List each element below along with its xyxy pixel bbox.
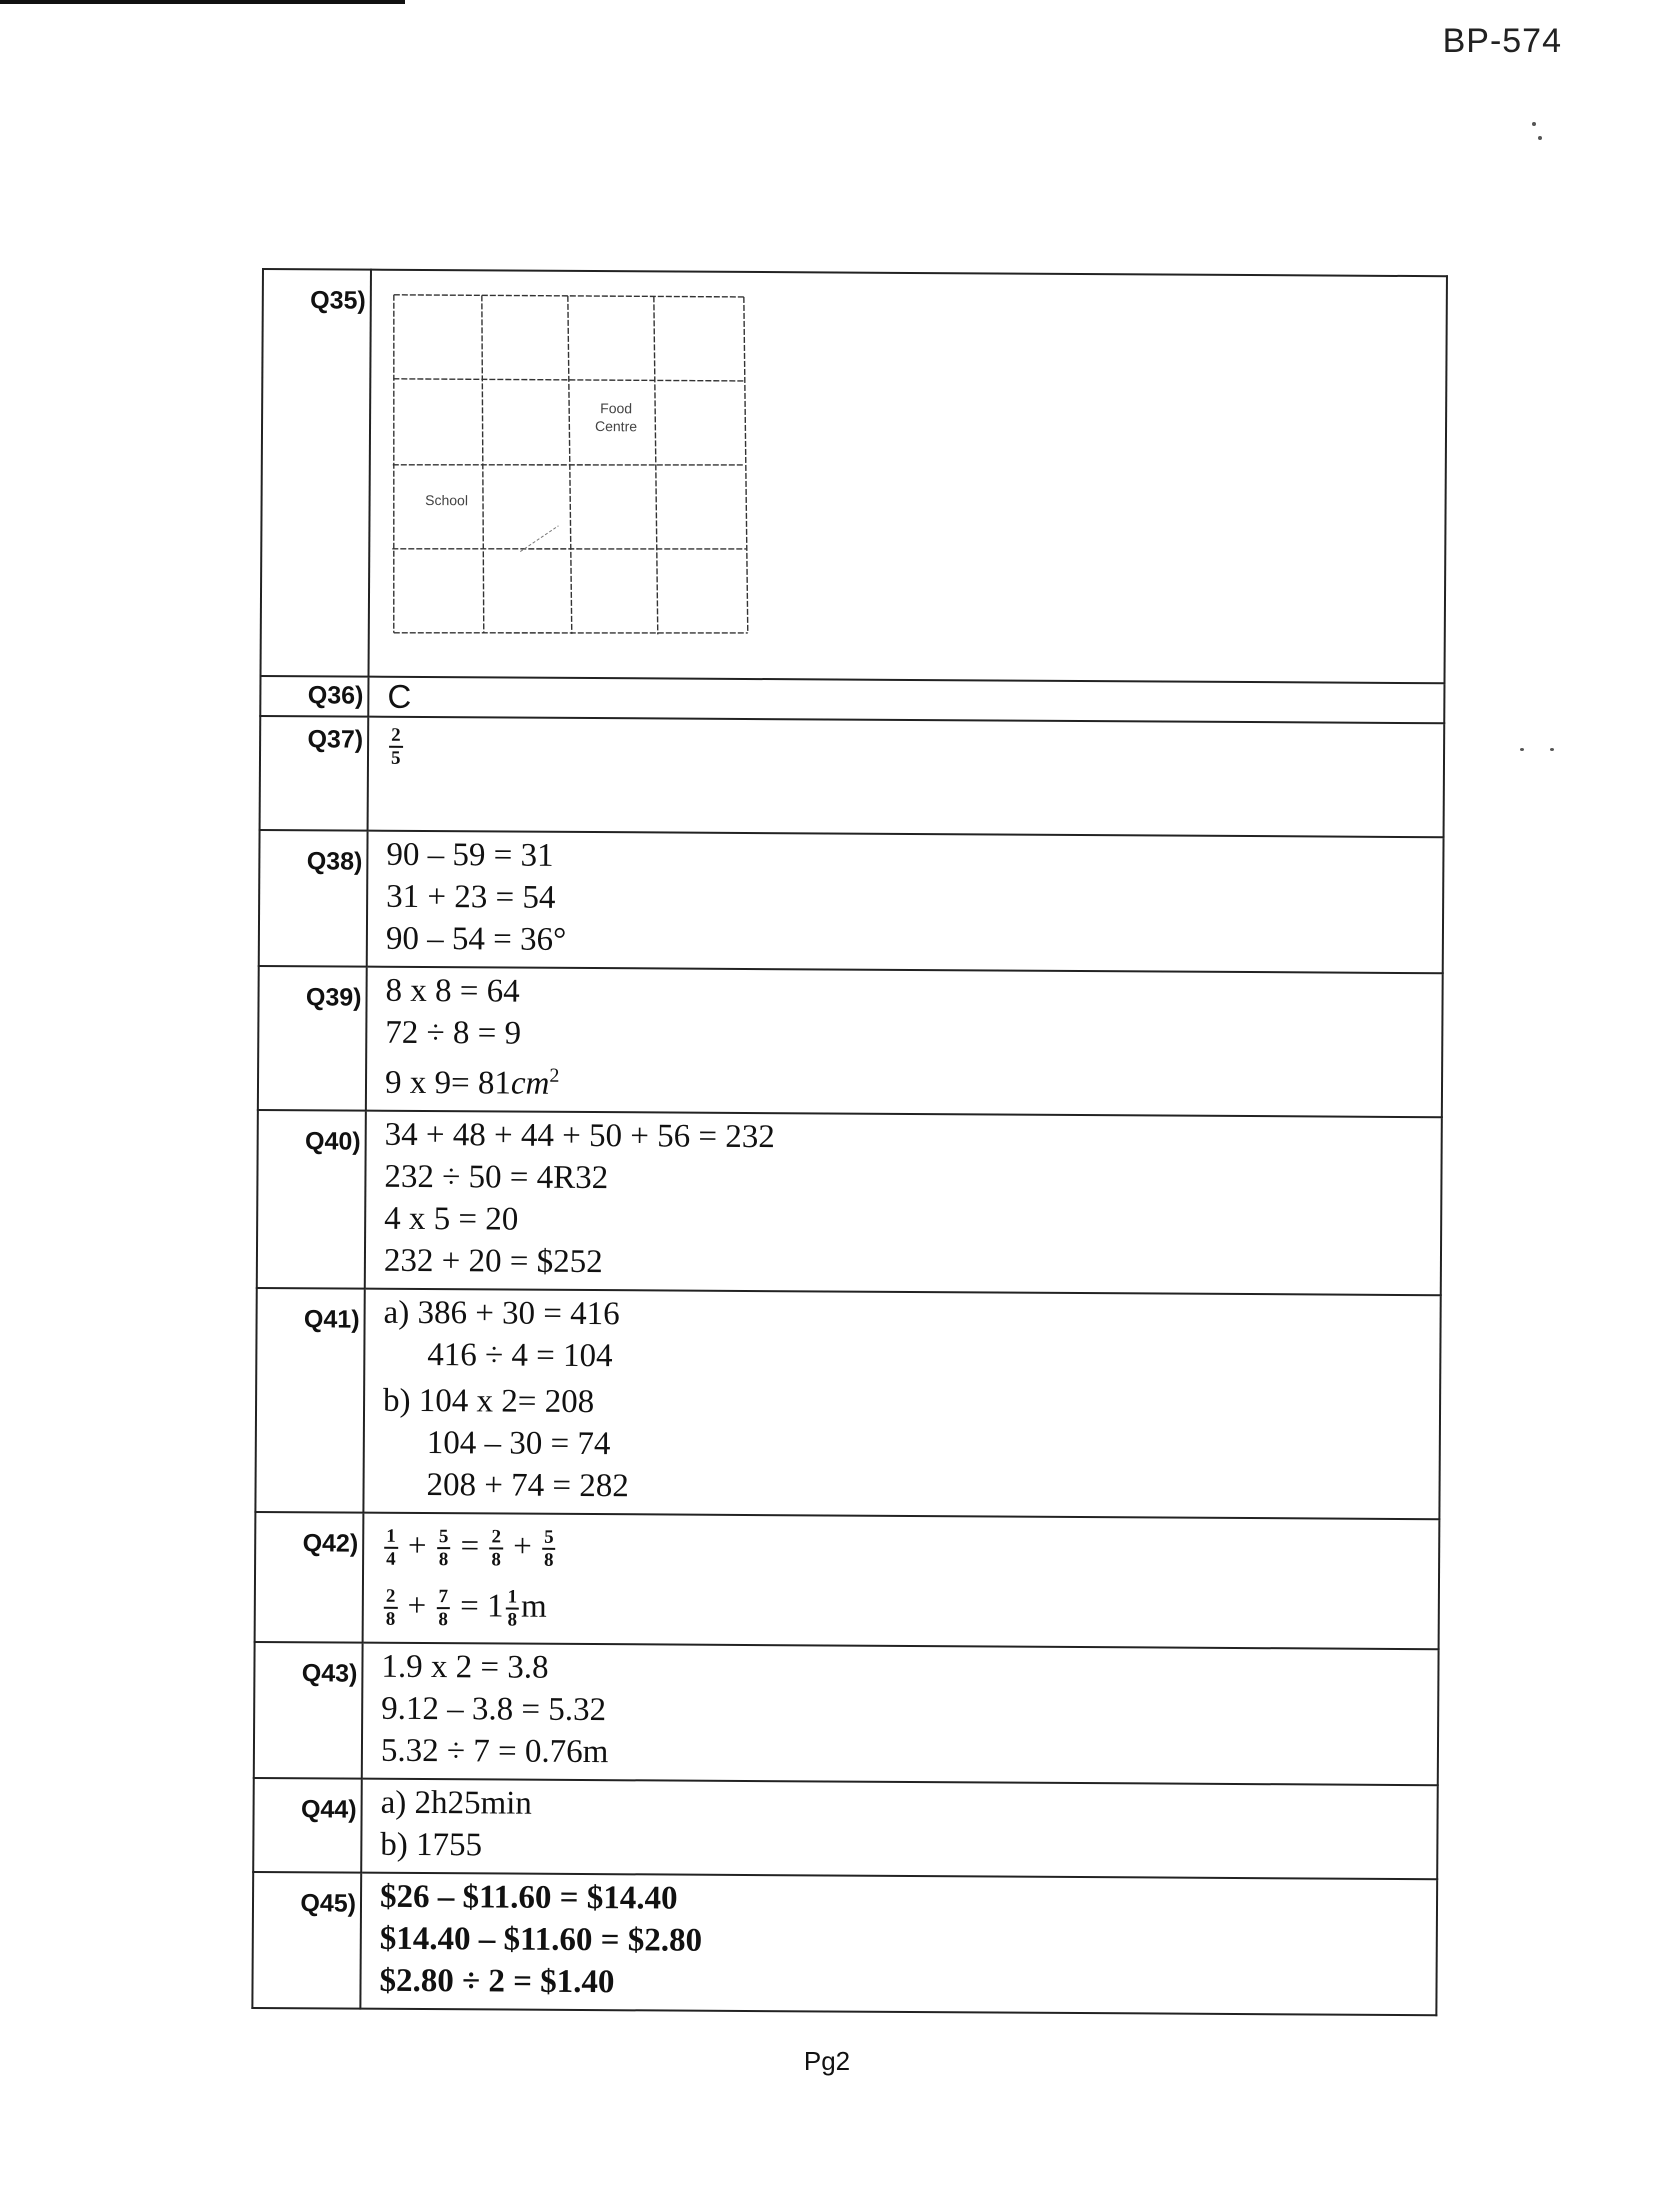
question-label: Q39) — [258, 966, 367, 1111]
unit: m — [520, 1588, 547, 1625]
answer-cell — [360, 1873, 1437, 2016]
fraction: $\frac{2}{5}$ — [390, 725, 401, 770]
working-line: 1.9 x 2 = 3.8 — [381, 1648, 549, 1686]
map-grid-figure — [370, 271, 1446, 683]
fraction: $\frac{2}{8}$ — [491, 1526, 502, 1571]
question-label: Q38) — [259, 830, 368, 967]
page-number: Pg2 — [803, 2046, 851, 2076]
whole-number: 1 — [486, 1588, 504, 1625]
fraction-line — [382, 1576, 1438, 1642]
answer-cell — [366, 967, 1443, 1118]
fraction: $\frac{1}{8}$ — [507, 1586, 518, 1632]
working-line: 104 – 30 = 74 — [426, 1425, 611, 1463]
working-line: 8 x 8 = 64 — [385, 972, 520, 1010]
row-q39 — [258, 966, 1443, 1117]
row-q38 — [259, 830, 1444, 973]
row-q37 — [260, 716, 1445, 837]
row-q44 — [253, 1778, 1438, 1879]
working-line: 416 ÷ 4 = 104 — [427, 1337, 613, 1375]
fraction: $\frac{5}{8}$ — [543, 1527, 554, 1572]
row-q35 — [261, 269, 1447, 683]
question-label: Q40) — [257, 1110, 366, 1289]
working-line: 4 x 5 = 20 — [384, 1200, 519, 1238]
plus-sign: + — [407, 1587, 427, 1625]
working-line: a) 386 + 30 = 416 — [383, 1294, 620, 1333]
grid-line — [392, 295, 396, 633]
top-rule — [0, 0, 405, 4]
working-line: $26 – $11.60 = $14.40 — [379, 1878, 678, 1917]
working-line: 208 + 74 = 282 — [426, 1467, 629, 1505]
answer-cell — [361, 1779, 1438, 1880]
answer-cell — [363, 1513, 1440, 1650]
grid-line — [742, 297, 750, 633]
fraction: $\frac{2}{8}$ — [385, 1586, 396, 1631]
pencil-mark — [520, 526, 558, 552]
grid-line — [393, 463, 745, 467]
fraction-line — [382, 1516, 1438, 1582]
grid-line — [394, 295, 744, 297]
scan-speck — [1538, 136, 1542, 140]
row-q41 — [255, 1288, 1440, 1519]
plus-sign: + — [407, 1527, 427, 1565]
working-line: 9.12 – 3.8 = 5.32 — [381, 1690, 607, 1729]
scan-speck — [1532, 122, 1536, 126]
fraction: $\frac{7}{8}$ — [438, 1586, 449, 1631]
question-label: Q35) — [261, 269, 371, 677]
grid-line — [394, 631, 748, 635]
answer-cell — [368, 717, 1445, 838]
answer-cell — [369, 270, 1447, 684]
working-line: a) 2h25min — [380, 1784, 532, 1822]
food-centre-label: Food Centre — [594, 400, 638, 435]
working-line: 90 – 54 = 36° — [385, 920, 567, 958]
equals-sign: = — [460, 1528, 480, 1565]
working-line: 9 x $9= 81cm^2$ — [384, 1064, 560, 1102]
grid-line — [392, 547, 746, 551]
answer-sheet — [251, 268, 1448, 2016]
answer-table — [251, 268, 1448, 2016]
scan-speck — [1520, 748, 1524, 751]
working-line: $2.80 ÷ 2 = $1.40 — [379, 1962, 615, 2001]
question-label: Q41) — [255, 1288, 364, 1513]
answer-cell — [365, 1111, 1442, 1296]
working-line: 232 ÷ 50 = 4R32 — [384, 1158, 609, 1197]
working-line: 5.32 ÷ 7 = 0.76m — [380, 1732, 609, 1771]
question-label: Q45) — [252, 1872, 361, 2009]
plus-sign: + — [513, 1528, 532, 1565]
row-q43 — [254, 1642, 1439, 1785]
question-label: Q37) — [260, 716, 369, 831]
answer-cell — [368, 677, 1444, 724]
row-q45 — [252, 1872, 1437, 2015]
map-grid — [390, 293, 762, 645]
fraction: $\frac{1}{4}$ — [386, 1526, 396, 1571]
question-label: Q36) — [260, 676, 368, 717]
scan-speck — [1550, 748, 1554, 751]
working-line: 72 ÷ 8 = 9 — [385, 1014, 522, 1052]
working-line: 34 + 48 + 44 + 50 + 56 = 232 — [384, 1116, 775, 1156]
answer-cell — [367, 831, 1444, 974]
answer-cell — [362, 1643, 1439, 1786]
row-q40 — [257, 1110, 1442, 1295]
working-line: 90 – 59 = 31 — [386, 836, 554, 874]
school-label: School — [425, 492, 469, 509]
answer-text: C — [387, 677, 412, 715]
working-line: b) 104 x 2= 208 — [382, 1382, 595, 1421]
document-code: BP-574 — [1442, 22, 1562, 60]
row-q42 — [255, 1512, 1440, 1649]
question-label: Q43) — [254, 1642, 363, 1779]
fraction: $\frac{5}{8}$ — [438, 1526, 449, 1571]
equals-sign: = — [460, 1588, 479, 1625]
working-line: $14.40 – $11.60 = $2.80 — [379, 1920, 703, 1959]
working-line: b) 1755 — [380, 1826, 483, 1864]
answer-cell — [363, 1289, 1440, 1520]
working-line: 232 + 20 = $252 — [383, 1242, 603, 1281]
working-line: 31 + 23 = 54 — [386, 878, 556, 916]
question-label: Q42) — [255, 1512, 364, 1643]
question-label: Q44) — [253, 1778, 362, 1873]
